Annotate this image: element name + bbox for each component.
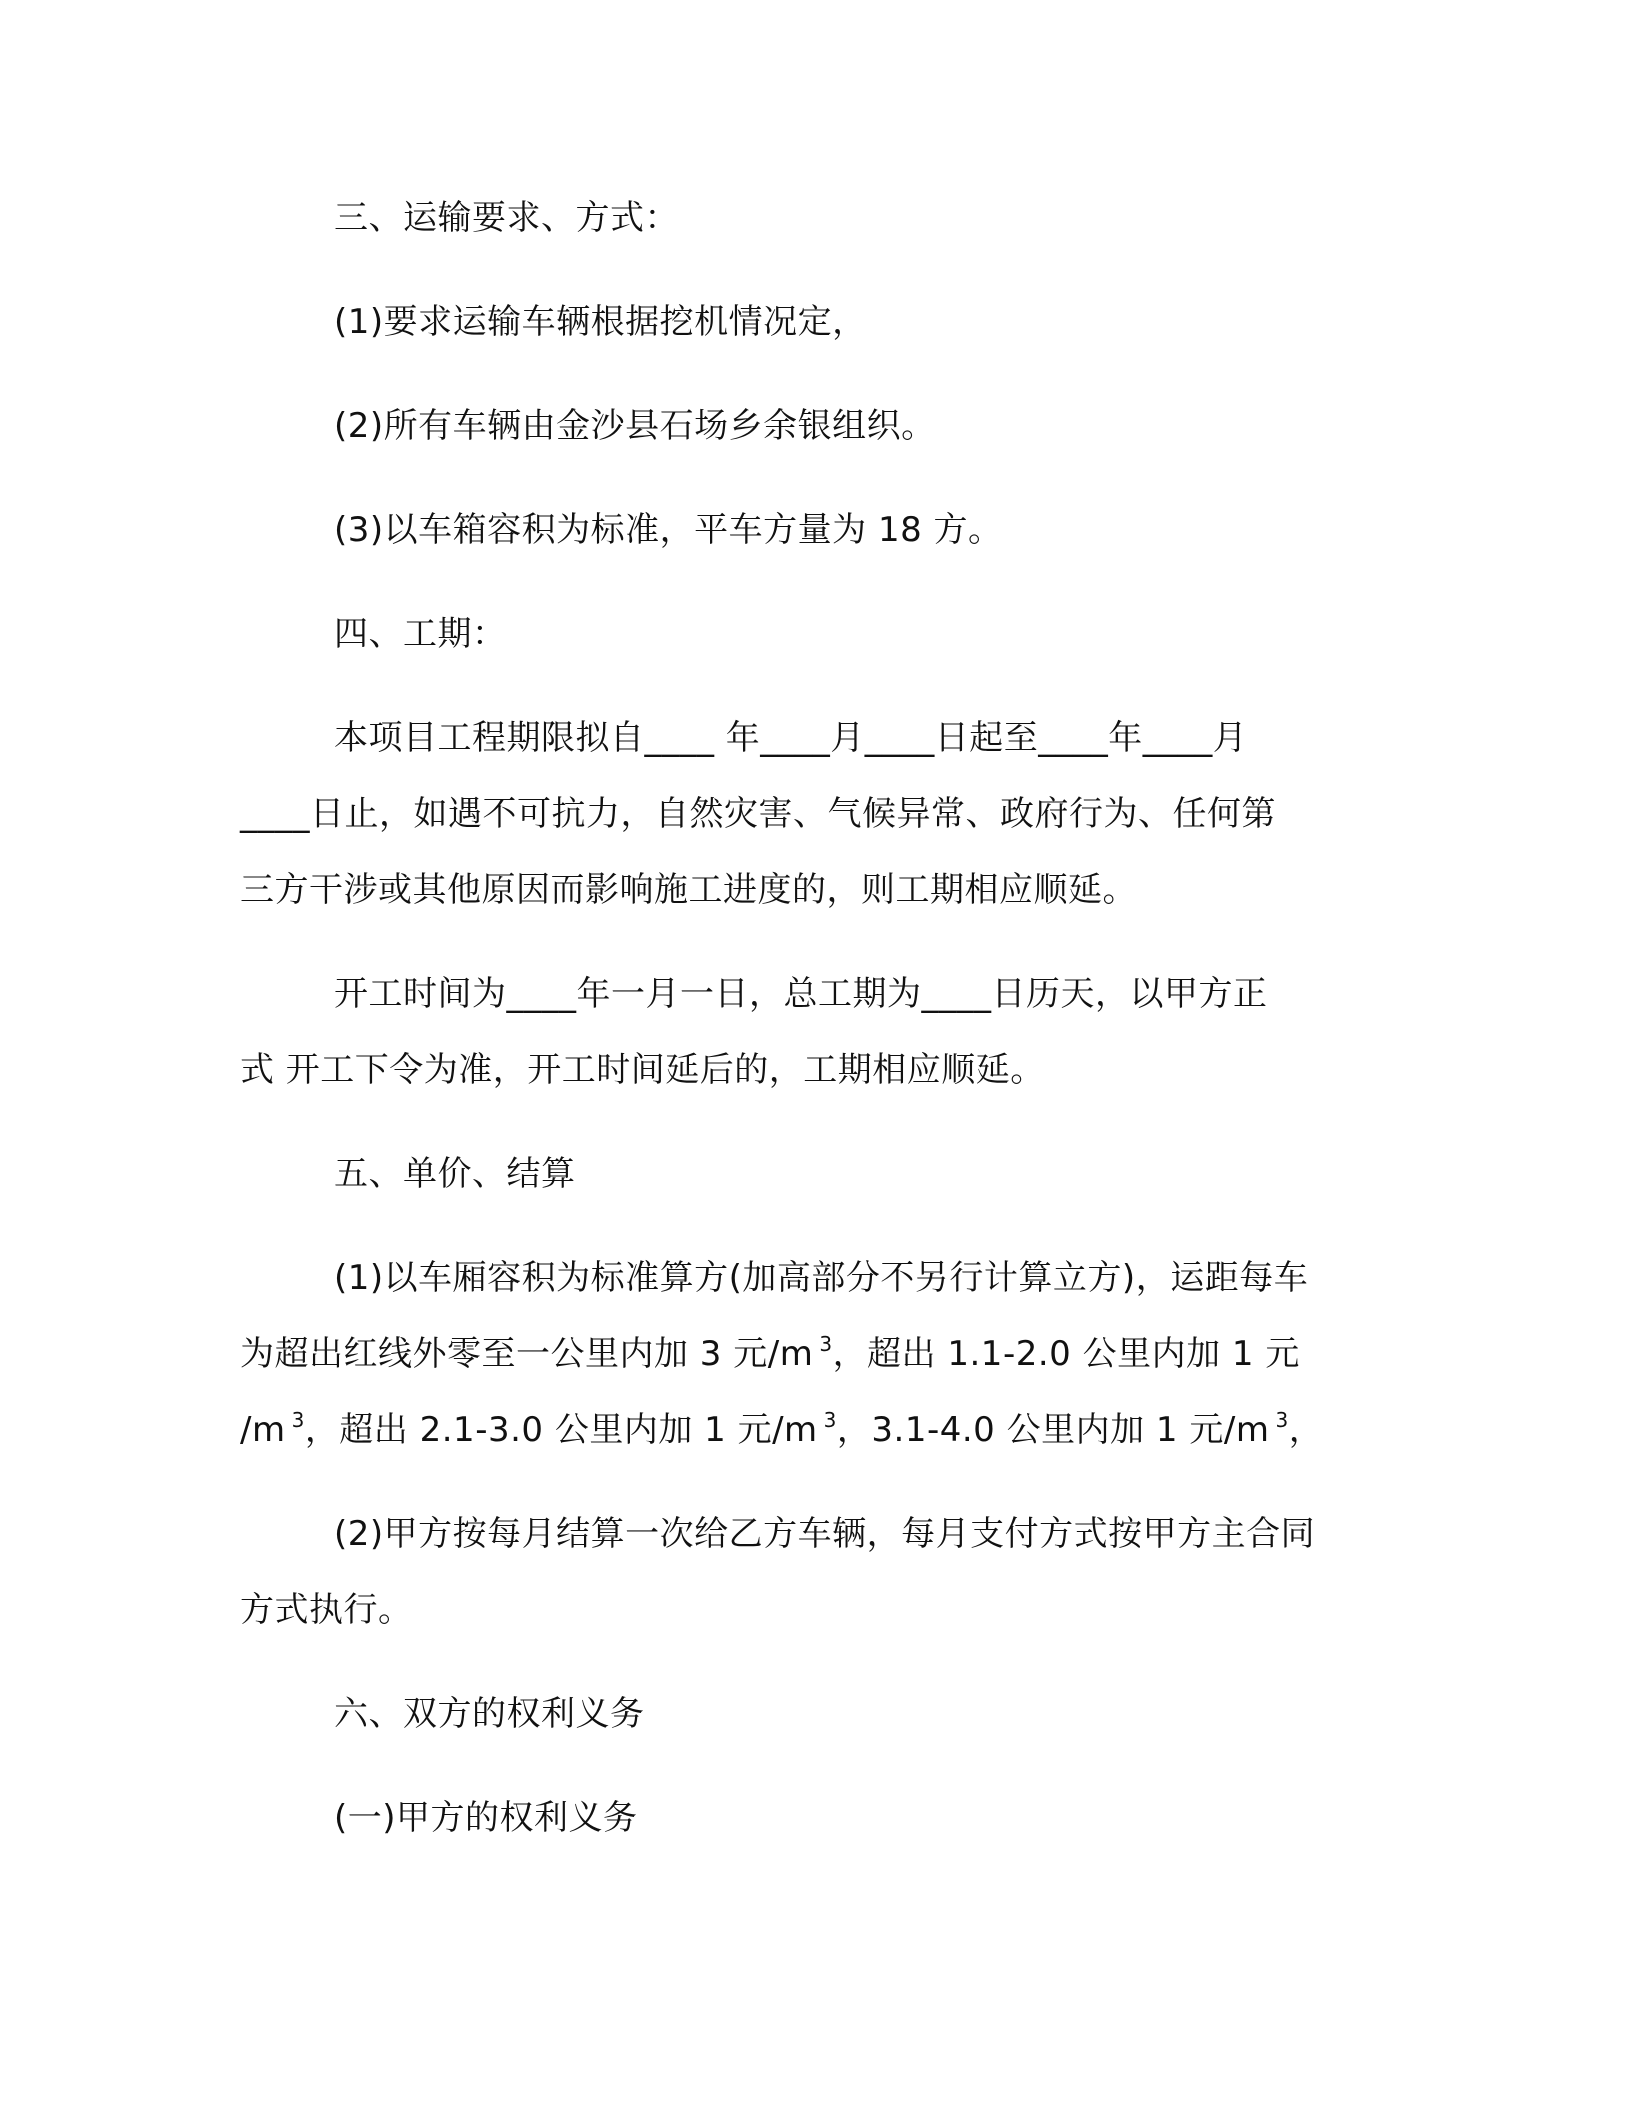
section-3-heading: 三、运输要求、方式： <box>334 198 679 238</box>
section-5-item-1-line-2 <box>240 1316 1400 1392</box>
section-6-heading: 六、双方的权利义务 <box>334 1694 645 1734</box>
section-3-item-2: (2)所有车辆由金沙县石场乡余银组织。 <box>334 406 936 446</box>
rate-text-5: ，3.1-4.0 公里内加 1 元/m <box>836 1410 1270 1450</box>
superscript-3: 3 <box>823 1408 837 1432</box>
section-5-item-1-line-1: (1)以车厢容积为标准算方(加高部分不另行计算立方)，运距每车 <box>334 1258 1309 1298</box>
section-4-para-2-line-1: 开工时间为____年一月一日，总工期为____日历天，以甲方正 <box>334 974 1268 1014</box>
section-4-para-1-line-3: 三方干涉或其他原因而影响施工进度的，则工期相应顺延。 <box>240 870 1137 910</box>
superscript-3: 3 <box>1275 1408 1289 1432</box>
rate-text-6: ， <box>1288 1410 1324 1450</box>
section-5-heading: 五、单价、结算 <box>334 1154 576 1194</box>
section-3-item-3: (3)以车箱容积为标准，平车方量为 18 方。 <box>334 510 1003 550</box>
section-6-subheading-1: (一)甲方的权利义务 <box>334 1798 638 1838</box>
section-4-para-1-line-2: ____日止，如遇不可抗力，自然灾害、气候异常、政府行为、任何第 <box>240 794 1276 834</box>
superscript-3: 3 <box>291 1408 305 1432</box>
section-3-item-1: (1)要求运输车辆根据挖机情况定， <box>334 302 867 342</box>
section-4-para-2-line-2: 式 开工下令为准，开工时间延后的，工期相应顺延。 <box>240 1050 1045 1090</box>
section-5-item-2-line-2: 方式执行。 <box>240 1590 413 1630</box>
section-4-heading: 四、工期： <box>334 614 507 654</box>
rate-text-3: /m <box>240 1410 286 1450</box>
rate-text-2: ，超出 1.1-2.0 公里内加 1 元 <box>832 1334 1300 1374</box>
section-5-item-2-line-1: (2)甲方按每月结算一次给乙方车辆，每月支付方式按甲方主合同 <box>334 1514 1316 1554</box>
rate-text-4: ，超出 2.1-3.0 公里内加 1 元/m <box>304 1410 818 1450</box>
rate-text-1: 为超出红线外零至一公里内加 3 元/m <box>240 1334 814 1374</box>
superscript-3: 3 <box>819 1332 833 1356</box>
section-4-para-1-line-1: 本项目工程期限拟自____ 年____月____日起至____年____月 <box>334 718 1248 758</box>
section-5-item-1-line-3 <box>240 1392 1400 1468</box>
